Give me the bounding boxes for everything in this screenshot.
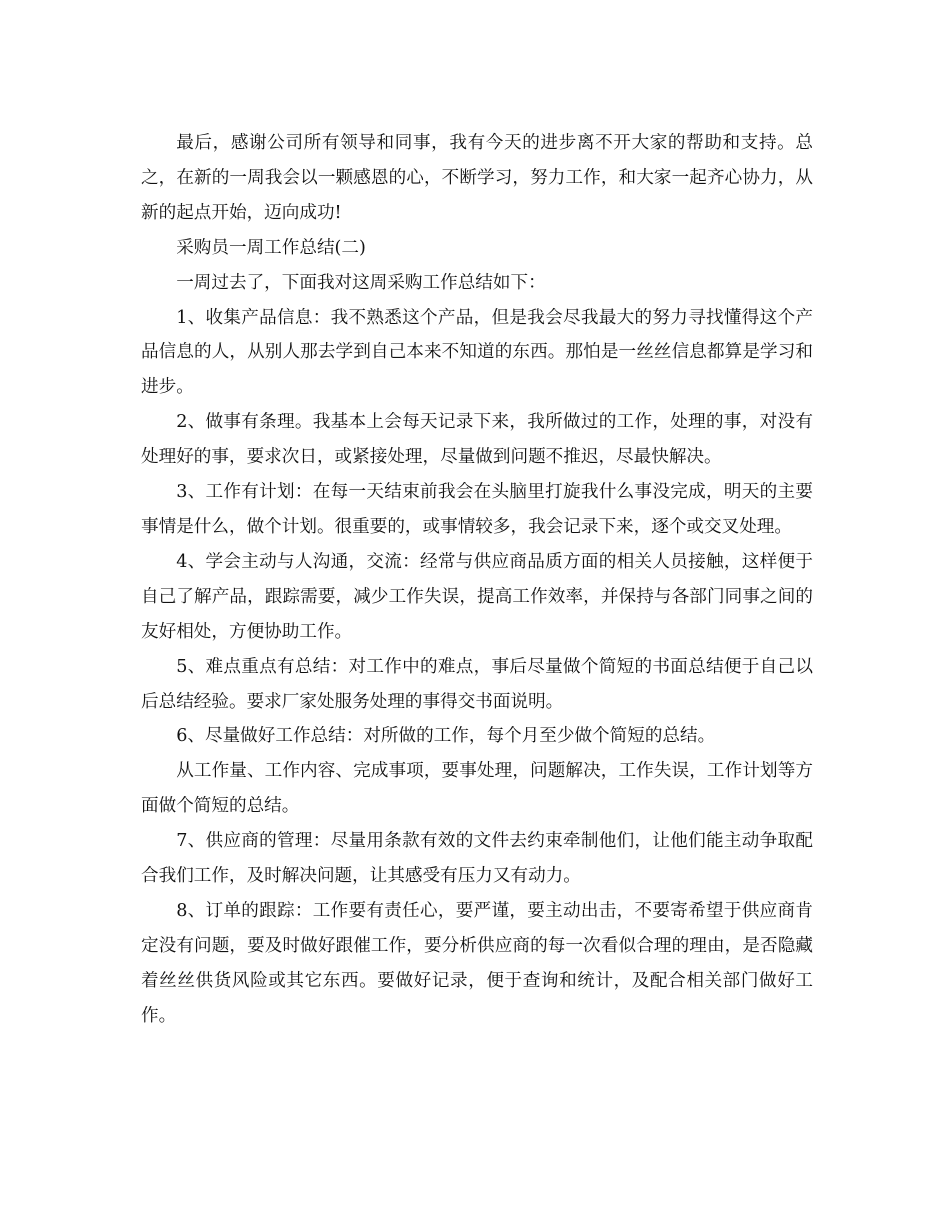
paragraph-item-8: 8、订单的跟踪：工作要有责任心，要严谨，要主动出击，不要寄希望于供应商肯定没有问题，要及时做好跟催工作，要分析供应商的每一次看似合理的理由，是否隐藏着丝丝供货风险或其它东西。要做好记录，便于查询和统计，及配合相关部门做好工作。 (141, 900, 813, 1026)
paragraph-item-1: 1、收集产品信息：我不熟悉这个产品，但是我会尽我最大的努力寻找懂得这个产品信息的人，从别人那去学到自己本来不知道的东西。那怕是一丝丝信息都算是学习和进步。 (141, 307, 813, 398)
paragraph-item-6: 6、尽量做好工作总结：对所做的工作，每个月至少做个简短的总结。 (176, 726, 716, 747)
section-heading: 采购员一周工作总结(二) (176, 237, 366, 258)
paragraph-item-6-detail: 从工作量、工作内容、完成事项，要事处理，问题解决，工作失误，工作计划等方面做个简短的总结。 (141, 761, 813, 817)
paragraph-item-4: 4、学会主动与人沟通，交流：经常与供应商品质方面的相关人员接触，这样便于自己了解产品，跟踪需要，减少工作失误，提高工作效率，并保持与各部门同事之间的友好相处，方便协助工作。 (141, 551, 813, 642)
paragraph-closing-thanks: 最后，感谢公司所有领导和同事，我有今天的进步离不开大家的帮助和支持。总之，在新的一周我会以一颗感恩的心，不断学习，努力工作，和大家一起齐心协力，从新的起点开始，迈向成功! (141, 133, 813, 223)
paragraph-item-3: 3、工作有计划：在每一天结束前我会在头脑里打旋我什么事没完成，明天的主要事情是什么，做个计划。很重要的，或事情较多，我会记录下来，逐个或交叉处理。 (141, 482, 813, 537)
paragraph-item-2: 2、做事有条理。我基本上会每天记录下来，我所做过的工作，处理的事，对没有处理好的事，要求次日，或紧接处理，尽量做到问题不推迟，尽最快解决。 (141, 412, 813, 468)
paragraph-item-5: 5、难点重点有总结：对工作中的难点，事后尽量做个简短的书面总结便于自己以后总结经验。要求厂家处服务处理的事得交书面说明。 (141, 656, 813, 712)
paragraph-intro: 一周过去了，下面我对这周采购工作总结如下： (176, 272, 546, 293)
paragraph-item-7: 7、供应商的管理：尽量用条款有效的文件去约束牵制他们，让他们能主动争取配合我们工作，及时解决问题，让其感受有压力又有动力。 (141, 831, 813, 887)
document-body (141, 126, 813, 1034)
